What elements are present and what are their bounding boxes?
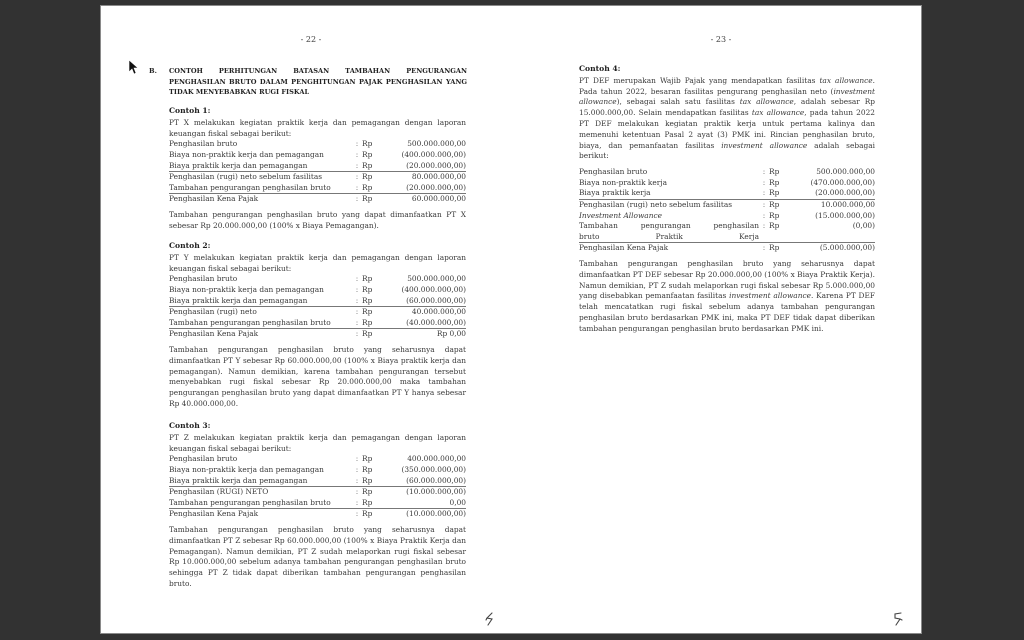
row-amount: 10.000.000,00: [789, 199, 875, 210]
row-colon: :: [355, 284, 359, 294]
table-row: [169, 285, 466, 296]
row-amount: 400.000.000,00: [407, 454, 466, 464]
row-label: Penghasilan bruto: [579, 167, 648, 177]
row-colon: :: [355, 497, 359, 507]
row-colon: :: [352, 194, 362, 205]
row-amount: 500.000.000,00: [816, 167, 875, 177]
row-colon: :: [762, 167, 766, 177]
row-colon: :: [355, 295, 359, 305]
row-colon: :: [352, 509, 362, 520]
mouse-pointer-icon: [128, 59, 138, 75]
example-intro: PT Z melakukan kegiatan praktik kerja dan pemagangan dengan laporan keuangan fiskal sebagai berikut:: [169, 432, 466, 453]
text-run: ), sebagai salah satu fasilitas: [616, 97, 740, 107]
row-currency: Rp: [362, 139, 373, 149]
row-colon: :: [762, 188, 766, 198]
table-row: [579, 178, 875, 189]
row-colon: :: [355, 139, 359, 149]
text-run-italic: tax allowance: [819, 75, 873, 85]
signature-initial-icon: [891, 611, 905, 627]
text-run-italic: tax allowance: [751, 108, 805, 118]
row-currency: Rp: [362, 307, 382, 318]
example-intro: PT Y melakukan kegiatan praktik kerja dan pemagangan dengan laporan keuangan fiskal sebagai berikut:: [169, 252, 466, 273]
table-row: [579, 221, 875, 243]
row-currency: Rp: [362, 487, 382, 498]
financial-table: [169, 139, 466, 205]
row-currency: Rp: [362, 284, 373, 294]
example-heading: Contoh 1:: [169, 106, 211, 115]
row-currency: Rp: [362, 454, 373, 464]
row-label: [579, 221, 759, 243]
row-amount: (470.000.000,00): [810, 177, 875, 187]
example-2: [169, 241, 466, 410]
table-row: [169, 172, 466, 183]
row-currency: Rp: [769, 188, 780, 198]
page-number-23: - 23 -: [710, 35, 732, 44]
row-colon: :: [355, 454, 359, 464]
table-row: [169, 476, 466, 487]
example-conclusion: Tambahan pengurangan penghasilan bruto yang seharusnya dapat dimanfaatkan PT Z sebesar Rp 60.000.000,00 (100% x Biaya Praktik Kerja dan Pemagangan). Namun demikian, PT Z sudah melaporkan rugi fiskal sebesar Rp 10.000.000,00 sebelum adanya tambahan pengurangan penghasilan bruto sehingga PT Z tidak dapat diberikan tambahan pengurangan penghasilan bruto.: [169, 524, 466, 588]
row-currency: Rp: [362, 329, 382, 340]
row-label-line-1: Tambahan pengurangan penghasilan: [579, 221, 759, 231]
row-currency: Rp: [769, 177, 780, 187]
row-colon: :: [355, 182, 359, 192]
row-label: Penghasilan Kena Pajak: [169, 509, 352, 520]
row-amount: (20.000.000,00): [406, 182, 466, 192]
text-run: PT DEF merupakan Wajib Pajak yang mendapatkan fasilitas: [579, 75, 820, 85]
row-label: Tambahan pengurangan penghasilan bruto: [169, 182, 331, 192]
row-label: Tambahan pengurangan penghasilan bruto: [169, 497, 331, 507]
row-colon: :: [762, 210, 766, 220]
document-page: [101, 6, 921, 633]
row-amount: (20.000.000,00): [815, 188, 875, 198]
row-amount: (60.000.000,00): [406, 295, 466, 305]
row-amount: 500.000.000,00: [407, 274, 466, 284]
row-label: Investment Allowance: [579, 210, 662, 220]
table-row: [169, 318, 466, 329]
row-colon: :: [762, 177, 766, 187]
row-colon: :: [352, 307, 362, 318]
row-colon: :: [352, 172, 362, 183]
table-row: [169, 161, 466, 172]
row-label: Penghasilan (rugi) neto sebelum fasilitas: [169, 172, 352, 183]
section-letter: B.: [149, 67, 157, 75]
table-row: [169, 307, 466, 318]
row-amount: 500.000.000,00: [407, 139, 466, 149]
row-label: Biaya non-praktik kerja dan pemagangan: [169, 149, 324, 159]
example-heading: Contoh 2:: [169, 241, 211, 250]
row-currency: Rp: [769, 210, 780, 220]
row-colon: :: [355, 317, 359, 327]
row-amount: (10.000.000,00): [382, 487, 466, 498]
financial-table: [169, 454, 466, 520]
row-amount: 0,00: [449, 497, 466, 507]
text-run-italic: investment allowance: [729, 291, 811, 301]
row-amount: (60.000.000,00): [406, 475, 466, 485]
table-row: [169, 296, 466, 307]
table-row-total: [169, 329, 466, 340]
row-label: Tambahan pengurangan penghasilan bruto: [169, 317, 331, 327]
text-run: , adalah sebesar Rp 15.000.000,00. Selain mendapatkan fasilitas: [579, 97, 875, 118]
row-amount: (15.000.000,00): [815, 210, 875, 220]
example-3: [169, 421, 466, 590]
row-colon: :: [355, 464, 359, 474]
row-label: Biaya praktik kerja dan pemagangan: [169, 160, 308, 170]
row-label: Penghasilan Kena Pajak: [579, 243, 759, 254]
row-currency: Rp: [362, 509, 382, 520]
row-currency: Rp: [769, 221, 780, 231]
example-1: [169, 106, 466, 232]
text-run: . Pada tahun 2022, besaran fasilitas pengurang penghasilan neto (: [579, 75, 875, 96]
table-row: [169, 487, 466, 498]
row-currency: Rp: [362, 497, 373, 507]
table-row: [169, 150, 466, 161]
row-label: Penghasilan Kena Pajak: [169, 194, 352, 205]
table-row-total: [579, 243, 875, 254]
table-row-total: [169, 194, 466, 205]
row-colon: :: [355, 160, 359, 170]
row-colon: :: [762, 221, 766, 231]
row-colon: :: [355, 274, 359, 284]
row-currency: Rp: [362, 194, 382, 205]
row-label: Penghasilan bruto: [169, 274, 238, 284]
row-label: Biaya non-praktik kerja dan pemagangan: [169, 464, 324, 474]
row-currency: Rp: [362, 317, 373, 327]
row-label: Penghasilan (rugi) neto sebelum fasilitas: [579, 199, 759, 210]
row-amount: 60.000.000,00: [382, 194, 466, 205]
example-heading: Contoh 4:: [579, 64, 621, 73]
row-currency: Rp: [362, 295, 373, 305]
example-conclusion: [579, 259, 875, 335]
row-currency: Rp: [769, 243, 789, 254]
row-label: Penghasilan Kena Pajak: [169, 329, 352, 340]
row-currency: Rp: [769, 167, 780, 177]
table-row: [579, 199, 875, 210]
example-conclusion: Tambahan pengurangan penghasilan bruto yang dapat dimanfaatkan PT X sebesar Rp 20.000.000,00 (100% x Biaya Pemagangan).: [169, 209, 466, 230]
row-colon: :: [759, 199, 769, 210]
table-row: [169, 183, 466, 194]
row-currency: Rp: [362, 160, 373, 170]
row-currency: Rp: [769, 199, 789, 210]
signature-initial-icon: [483, 611, 497, 627]
text-run-italic: tax allowance: [739, 97, 794, 107]
row-colon: :: [759, 243, 769, 254]
table-row: [579, 167, 875, 178]
row-amount: (5.000.000,00): [789, 243, 875, 254]
text-run: Tambahan pengurangan penghasilan bruto yang seharusnya dapat dimanfaatkan PT DEF sebesar Rp 20.000.000,00 (100% x Biaya Praktik Kerja). Namun demikian, PT Z sudah melaporkan rugi fiskal sebesar Rp 5.000.000,00 yang disebabkan pemanfaatan fasilitas: [579, 258, 875, 301]
row-amount: (10.000.000,00): [382, 509, 466, 520]
row-currency: Rp: [362, 464, 373, 474]
row-amount: (20.000.000,00): [406, 160, 466, 170]
text-run-italic: investment allowance: [721, 140, 808, 150]
table-row: [579, 211, 875, 222]
row-currency: Rp: [362, 172, 382, 183]
text-run: . Karena PT DEF telah mencatatkan rugi fiskal sebelum adanya tambahan pengurangan penghasilan bruto berdasarkan PMK ini, maka PT DEF tidak dapat diberikan tambahan pengurangan penghasilan bruto berdasarkan PMK ini.: [579, 291, 875, 333]
section-title: CONTOH PERHITUNGAN BATASAN TAMBAHAN PENGURANGAN PENGHASILAN BRUTO DALAM PENGHITUNGAN PAJAK PENGHASILAN YANG TIDAK MENYEBABKAN RUGI FISKAL: [169, 67, 467, 96]
row-label: Biaya non-praktik kerja: [579, 177, 667, 187]
financial-table: [169, 274, 466, 340]
row-amount: (400.000.000,00): [401, 284, 466, 294]
row-currency: Rp: [362, 274, 373, 284]
row-amount: (400.000.000,00): [401, 149, 466, 159]
example-intro: [579, 76, 875, 162]
text-run: adalah sebagai berikut:: [579, 140, 875, 161]
table-row-total: [169, 509, 466, 520]
example-intro: PT X melakukan kegiatan praktik kerja dan pemagangan dengan laporan keuangan fiskal sebagai berikut:: [169, 117, 466, 138]
row-currency: Rp: [362, 475, 373, 485]
row-amount: 80.000.000,00: [382, 172, 466, 183]
row-colon: :: [355, 475, 359, 485]
table-row: [169, 274, 466, 285]
row-currency: Rp: [362, 182, 373, 192]
example-conclusion: Tambahan pengurangan penghasilan bruto yang seharusnya dapat dimanfaatkan PT Y sebesar Rp 60.000.000,00 (100% x Biaya praktik kerja dan pemagangan). Namun demikian, karena tambahan pengurangan tersebut menyebabkan rugi fiskal sebesar Rp 20.000.000,00 maka tambahan pengurangan penghasilan bruto yang dapat dimanfaatkan PT Y hanya sebesar Rp 40.000.000,00.: [169, 344, 466, 408]
row-colon: :: [355, 149, 359, 159]
example-4: [579, 64, 875, 335]
example-heading: Contoh 3:: [169, 421, 211, 430]
row-amount: 40.000.000,00: [382, 307, 466, 318]
row-label: Penghasilan bruto: [169, 454, 238, 464]
row-label: Biaya praktik kerja dan pemagangan: [169, 475, 308, 485]
row-label: Penghasilan (rugi) neto: [169, 307, 352, 318]
row-label: Biaya praktik kerja: [579, 188, 651, 198]
row-amount: (0,00): [852, 221, 875, 231]
table-row: [169, 139, 466, 150]
row-label: Biaya non-praktik kerja dan pemagangan: [169, 284, 324, 294]
page-number-22: - 22 -: [300, 35, 322, 44]
row-colon: :: [352, 487, 362, 498]
text-run-italic: investment allowance: [579, 86, 875, 107]
row-label-line-2: bruto Praktik Kerja: [579, 231, 759, 241]
row-currency: Rp: [362, 149, 373, 159]
row-label: Penghasilan bruto: [169, 139, 238, 149]
row-amount: (40.000.000,00): [406, 317, 466, 327]
row-colon: :: [352, 329, 362, 340]
row-label: Penghasilan (RUGI) NETO: [169, 487, 352, 498]
table-row: [169, 498, 466, 509]
row-amount: Rp 0,00: [382, 329, 466, 340]
row-amount: (350.000.000,00): [401, 464, 466, 474]
table-row: [579, 188, 875, 199]
text-run: , pada tahun 2022 PT DEF melakukan kegiatan praktik kerja untuk pertama kalinya dan memenuhi ketentuan Pasal 2 ayat (3) PMK ini. Rincian penghasilan bruto, biaya, dan pemanfaatan fasilitas: [579, 108, 875, 150]
row-label: Biaya praktik kerja dan pemagangan: [169, 295, 308, 305]
financial-table: [579, 167, 875, 254]
table-row: [169, 454, 466, 465]
table-row: [169, 465, 466, 476]
